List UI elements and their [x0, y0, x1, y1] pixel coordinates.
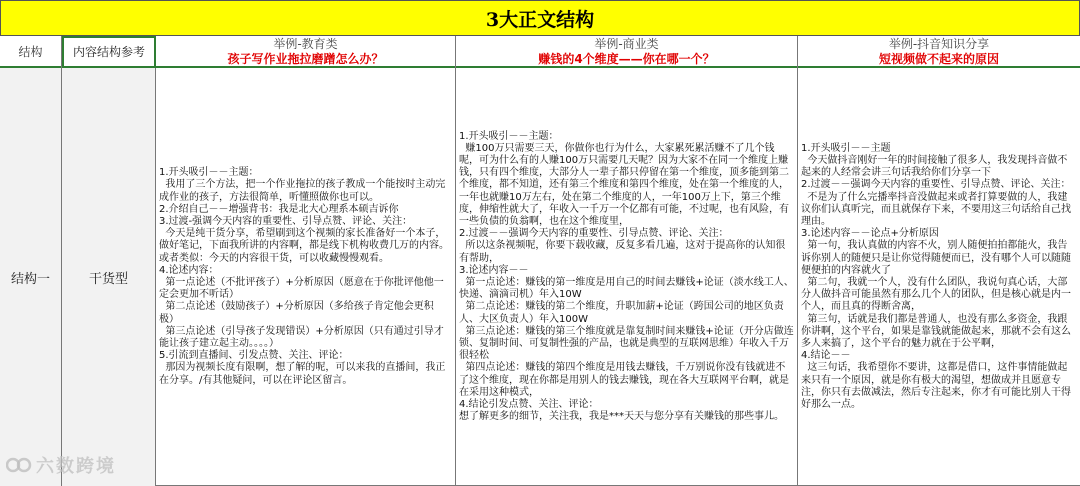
header-structure-label: 结构	[18, 44, 43, 59]
edu-example-text: 1.开头吸引－－主题： 我用了三个方法，把一个作业拖拉的孩子教成一个能按时主动完成作业的孩子，方法很简单，听懂照做你也可以。 2.介绍自己－－增强背书：我是北大心理系本硕吉诉你 3.过渡-强调今天内容的重要性、引导点赞、评论、关注： 今天是纯干货分享，希望刷到这个视频的家长准备好一个本子，做好笔记，下面我所讲的内容啊，都是线下机构收费几万的内容。或者类似：今天的内容很干货，可以收藏慢慢观看。 4.论述内容： 第一点论述（不批评孩子）+分析原因（愿意在于你批评他他一定会更加不听话） 第二点论述（鼓励孩子）+分析原因（多给孩子肯定他会更积极） 第三点论述（引导孩子发现错误）+分析原因（只有通过引导才能让孩子建立起主动。。。。） 5.引流到直播间、引发点赞、关注、评论： 那因为视频长度有限啊，想了解的呢，可以来我的直播间，我正在分享。/有其他疑问，可以在评论区留言。	[159, 167, 449, 386]
watermark	[6, 452, 116, 478]
douyin-example-cell[interactable]	[798, 68, 1080, 486]
header-biz-label: 举例-商业类	[594, 37, 659, 51]
header-edu-subtitle: 孩子写作业拖拉磨蹭怎么办？	[227, 52, 384, 66]
row-content-ref-cell[interactable]	[62, 68, 156, 486]
edu-example-cell[interactable]	[156, 68, 456, 486]
header-biz[interactable]	[456, 36, 798, 68]
row-structure-cell[interactable]	[0, 68, 62, 486]
watermark-logo-icon	[6, 454, 32, 476]
structure-row	[0, 68, 1080, 486]
biz-example-text: 1.开头吸引－－主题： 赚100万只需要三天，你做你也行为什么，大家累死累活赚不了几个钱呢，可为什么有的人赚100万只需要几天呢？因为大家不在同一个维度上赚钱，只有四个维度，大部分人一辈子都只停留在第一个维度，顶多能到第二个维度，都不知道，还有第三个维度和第四个维度，处在第一个维度的人，一年也就赚10万左右，处在第二个维度的人，一年100万上下，第三个维度，伸缩性就大了，年收入一千万一个亿都有可能，不过呢，也有风险，有一些负债的负翁啊，也在这个维度里， 2.过渡－－强调今天内容的重要性、引导点赞、评论、关注： 所以这条视频呢，你要下载收藏，反复多看几遍，这对于提高你的认知很有帮助， 3.论述内容－－ 第一点论述：赚钱的第一维度是用自己的时间去赚钱+论证（淡水线工人、快递、滴滴司机）年入10W 第二点论述：赚钱的第二个维度，升职加薪+论证（跨国公司的地区负责人、大区负责人）年入100W 第三点论述：赚钱的第三个维度就是靠复制时间来赚钱+论证（开分店做连锁、复制时间、可复制性强的产品，也就是典型的互联网思维）年收入千万很轻松 第四点论述：赚钱的第四个维度是用钱去赚钱，千万别说你没有钱就进不了这个维度，现在你都是用别人的钱去赚钱，现在各大互联网平台啊，就是在采用这种模式， 4.结论引发点赞、关注、评论： 想了解更多的细节，关注我，我是***天天与您分享有关赚钱的那些事儿。	[459, 130, 794, 423]
header-row	[0, 36, 1080, 68]
watermark-text: 六数跨境	[36, 456, 116, 477]
biz-example-cell[interactable]	[456, 68, 798, 486]
header-content-ref[interactable]	[62, 36, 156, 68]
header-structure[interactable]	[0, 36, 62, 68]
header-douyin-label: 举例-抖音知识分享	[888, 37, 990, 51]
row-content-ref-label: 干货型	[88, 271, 128, 287]
row-structure-label: 结构一	[10, 271, 50, 287]
header-douyin-subtitle: 短视频做不起来的原因	[878, 52, 999, 66]
header-biz-subtitle: 赚钱的4个维度——你在哪一个？	[538, 52, 715, 66]
header-content-ref-label: 内容结构参考	[72, 44, 145, 59]
header-edu[interactable]	[156, 36, 456, 68]
header-douyin[interactable]	[798, 36, 1080, 68]
douyin-example-text: 1.开头吸引－－主题 今天做抖音刚好一年的时间接触了很多人，我发现抖音做不起来的人经常会讲三句话我给你们分享一下 2.过渡－－强调今天内容的重要性、引导点赞、评论、关注： 不是为了什么完播率抖音没做起来或者打算要做的人，我建议你们认真听完，而且就保存下来，不要用这三句话给自己找理由。 3.论述内容－－论点+分析原因 第一句，我认真做的内容不火，别人随便拍拍都能火，我告诉你别人的随便只是让你觉得随便而已，没有哪个人可以随随便便拍的内容就火了 第二句，我就一个人，没有什么团队，我说句真心话，大部分人做抖音可能虽然有那么几个人的团队，但是核心就是内一个人，而且真的得断舍离， 第三句，话就是我们都是普通人，也没有那么多资金，我跟你讲啊，这个平台，如果是靠钱就能做起来，那就不会有这么多人来搞了，这个平台的魅力就在于公平啊， 4.结论－－ 这三句话，我希望你不要讲，这都是借口，这件事情能做起来只有一个原因，就是你有极大的渴望，想做成并且愿意专注，你只有去做减法，然后专注起来，你才有可能比别人干得好那么一点。	[801, 142, 1071, 411]
header-edu-label: 举例-教育类	[273, 37, 338, 51]
sheet-title: 3大正文结构	[0, 0, 1080, 36]
